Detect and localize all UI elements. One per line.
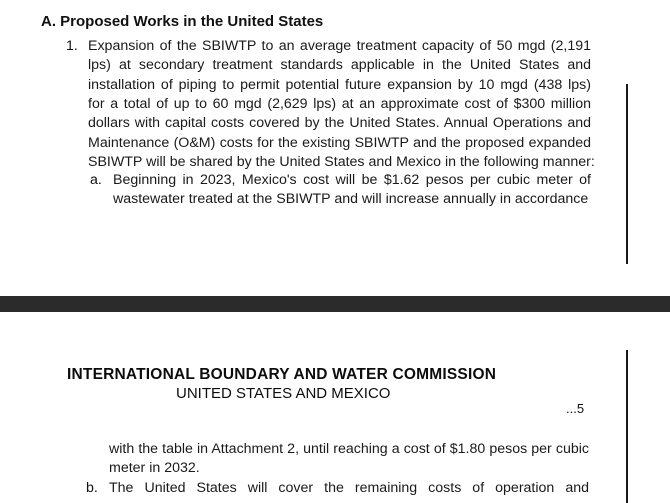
item-letter-b: b. bbox=[86, 480, 98, 496]
agency-title: INTERNATIONAL BOUNDARY AND WATER COMMISSION bbox=[67, 366, 497, 383]
agency-subtitle: UNITED STATES AND MEXICO bbox=[176, 385, 391, 402]
continuation-line: with the table in Attachment 2, until reaching a cost of $1.80 pesos per cubic bbox=[109, 441, 589, 457]
page-marker: ...5 bbox=[566, 401, 585, 416]
item-1-line: lps) at secondary treatment standards applicable in the United States and bbox=[88, 57, 591, 74]
section-heading: A. Proposed Works in the United States bbox=[41, 13, 324, 30]
item-number-1: 1. bbox=[66, 38, 78, 54]
continuation-line: meter in 2032. bbox=[109, 460, 200, 477]
item-1-line: dollars with capital costs covered by the United States. Annual Operations and bbox=[88, 115, 591, 132]
item-1b-line: The United States will cover the remaining costs of operation and bbox=[109, 480, 589, 496]
margin-rule bbox=[626, 350, 628, 503]
item-1-line: Maintenance (O&M) costs for the existing SBIWTP and the proposed expanded bbox=[88, 134, 591, 151]
margin-rule bbox=[626, 84, 628, 264]
page-gap-divider bbox=[0, 296, 670, 312]
item-1-line: SBIWTP will be shared by the United States and Mexico in the following manner: bbox=[88, 153, 595, 170]
item-1-line: Expansion of the SBIWTP to an average treatment capacity of 50 mgd (2,191 bbox=[88, 38, 591, 54]
item-1-line: installation of piping to permit potential future expansion by 10 mgd (438 lps) bbox=[88, 76, 591, 93]
item-1a-line: wastewater treated at the SBIWTP and will increase annually in accordance bbox=[113, 191, 589, 208]
item-letter-a: a. bbox=[90, 172, 102, 188]
item-1-line: for a total of up to 60 mgd (2,629 lps) at an approximate cost of $300 million bbox=[88, 95, 591, 112]
item-1a-line: Beginning in 2023, Mexico's cost will be $1.62 pesos per cubic meter of bbox=[113, 172, 591, 188]
